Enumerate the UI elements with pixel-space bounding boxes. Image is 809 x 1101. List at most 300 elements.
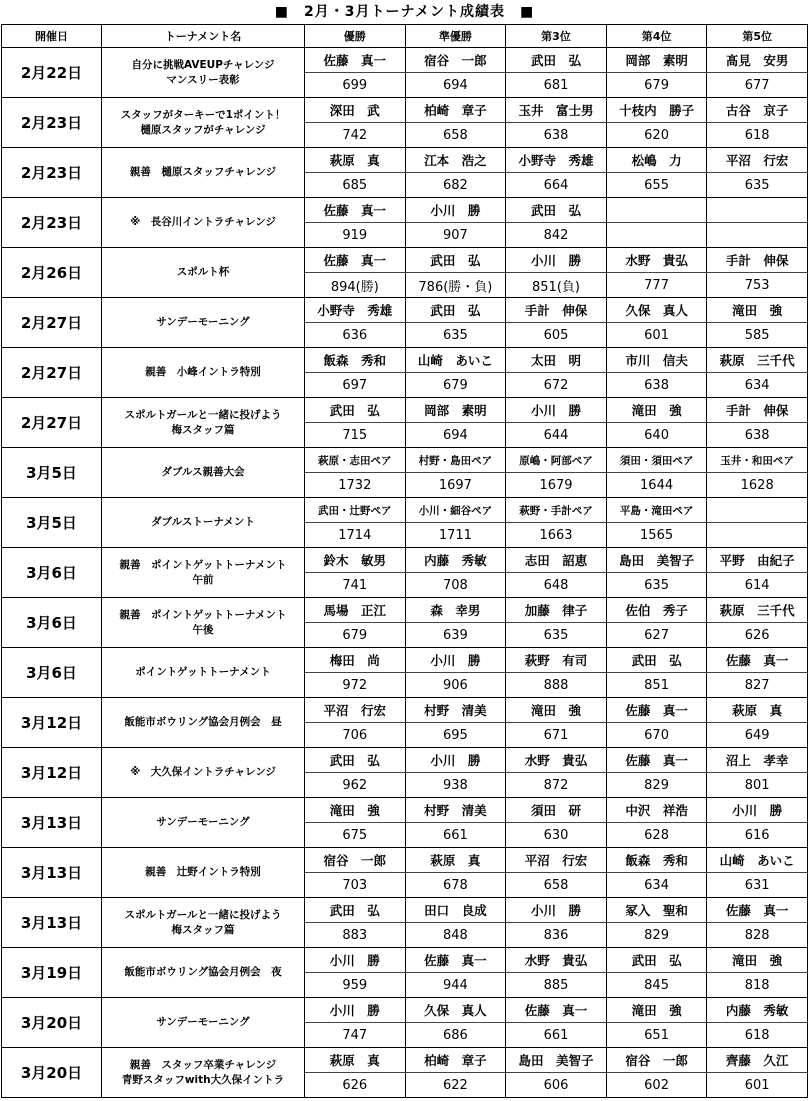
rank-1-name: 武田 弘 bbox=[305, 398, 406, 423]
rank-2-name: 田口 良成 bbox=[405, 898, 506, 923]
rank-3-name: 小川 勝 bbox=[506, 248, 607, 273]
rank-1-name: 佐藤 真一 bbox=[305, 48, 406, 73]
tournament-name-line: 梅スタッフ篇 bbox=[171, 423, 235, 436]
tournament-name bbox=[102, 248, 305, 298]
rank-3-name: 手計 伸保 bbox=[506, 298, 607, 323]
rank-5-name: 玉井・和田ペア bbox=[707, 448, 808, 473]
tournament-name bbox=[102, 548, 305, 598]
table-row bbox=[2, 498, 808, 523]
table-row bbox=[2, 148, 808, 173]
rank-2-score: 1697 bbox=[405, 473, 506, 498]
rank-2-score: 907 bbox=[405, 223, 506, 248]
rank-5-name: 髙見 安男 bbox=[707, 48, 808, 73]
rank-1-name: 武田・辻野ペア bbox=[305, 498, 406, 523]
rank-4-score: 1565 bbox=[606, 523, 707, 548]
tournament-name-line: 親善 ポイントゲットトーナメント bbox=[119, 558, 287, 571]
event-date: 3月6日 bbox=[2, 548, 102, 598]
event-date: 2月27日 bbox=[2, 298, 102, 348]
tournament-name bbox=[102, 748, 305, 798]
tournament-name-line: ポイントゲットトーナメント bbox=[135, 666, 271, 678]
tournament-name-line: 飯能市ボウリング協会月例会 夜 bbox=[124, 966, 282, 978]
rank-4-name: 佐伯 秀子 bbox=[606, 598, 707, 623]
rank-3-name: 萩野・手計ペア bbox=[506, 498, 607, 523]
rank-1-name: 小川 勝 bbox=[305, 998, 406, 1023]
tournament-name-line: 樋原スタッフがチャレンジ bbox=[140, 123, 266, 136]
rank-4-score: 620 bbox=[606, 123, 707, 148]
rank-2-name: 小川・細谷ペア bbox=[405, 498, 506, 523]
table-row bbox=[2, 748, 808, 773]
rank-5-score: 677 bbox=[707, 73, 808, 98]
rank-4-score: 679 bbox=[606, 73, 707, 98]
event-date: 3月5日 bbox=[2, 498, 102, 548]
tournament-name bbox=[102, 848, 305, 898]
rank-5-score: 801 bbox=[707, 773, 808, 798]
rank-2-score: 622 bbox=[405, 1073, 506, 1098]
rank-1-score: 636 bbox=[305, 323, 406, 348]
rank-1-score: 972 bbox=[305, 673, 406, 698]
tournament-name-line: サンデーモーニング bbox=[156, 316, 250, 328]
rank-1-name: 宿谷 一郎 bbox=[305, 848, 406, 873]
table-row bbox=[2, 698, 808, 723]
event-date: 3月12日 bbox=[2, 698, 102, 748]
rank-3-name: 平沼 行宏 bbox=[506, 848, 607, 873]
tournament-name bbox=[102, 498, 305, 548]
rank-1-score: 742 bbox=[305, 123, 406, 148]
rank-4-name: 久保 真人 bbox=[606, 298, 707, 323]
rank-2-score: 694 bbox=[405, 73, 506, 98]
rank-1-name: 佐藤 真一 bbox=[305, 198, 406, 223]
rank-3-name: 武田 弘 bbox=[506, 198, 607, 223]
rank-3-score: 888 bbox=[506, 673, 607, 698]
rank-3-score: 644 bbox=[506, 423, 607, 448]
rank-4-score: 777 bbox=[606, 273, 707, 298]
header-5th: 第5位 bbox=[707, 25, 808, 48]
rank-1-score: 706 bbox=[305, 723, 406, 748]
rank-4-name bbox=[606, 198, 707, 223]
rank-5-score: 618 bbox=[707, 123, 808, 148]
rank-4-score: 670 bbox=[606, 723, 707, 748]
rank-2-name: 森 幸男 bbox=[405, 598, 506, 623]
tournament-name-line: 親善 ポイントゲットトーナメント bbox=[119, 608, 287, 621]
tournament-name-line: サンデーモーニング bbox=[156, 816, 250, 828]
rank-2-name: 村野・島田ペア bbox=[405, 448, 506, 473]
rank-2-score: 679 bbox=[405, 373, 506, 398]
rank-2-name: 萩原 真 bbox=[405, 848, 506, 873]
rank-4-name: 十枝内 勝子 bbox=[606, 98, 707, 123]
table-row bbox=[2, 348, 808, 373]
table-row bbox=[2, 1048, 808, 1073]
rank-1-score: 699 bbox=[305, 73, 406, 98]
header-2nd: 準優勝 bbox=[405, 25, 506, 48]
event-date: 3月13日 bbox=[2, 898, 102, 948]
rank-1-score: 962 bbox=[305, 773, 406, 798]
tournament-name bbox=[102, 198, 305, 248]
rank-4-name: 松嶋 力 bbox=[606, 148, 707, 173]
rank-3-name: 水野 貴弘 bbox=[506, 948, 607, 973]
event-date: 2月22日 bbox=[2, 48, 102, 98]
rank-4-score: 602 bbox=[606, 1073, 707, 1098]
rank-4-score: 634 bbox=[606, 873, 707, 898]
rank-1-name: 武田 弘 bbox=[305, 748, 406, 773]
rank-5-name: 滝田 強 bbox=[707, 948, 808, 973]
rank-2-name: 村野 清美 bbox=[405, 798, 506, 823]
rank-4-score: 1644 bbox=[606, 473, 707, 498]
rank-2-score: 938 bbox=[405, 773, 506, 798]
rank-4-score: 829 bbox=[606, 773, 707, 798]
rank-5-name: 沼上 孝幸 bbox=[707, 748, 808, 773]
rank-4-score: 640 bbox=[606, 423, 707, 448]
rank-5-score: 626 bbox=[707, 623, 808, 648]
event-date: 3月12日 bbox=[2, 748, 102, 798]
tournament-name-line: 親善 辻野イントラ特別 bbox=[145, 866, 261, 878]
tournament-name bbox=[102, 148, 305, 198]
tournament-name-line: 親善 樋原スタッフチャレンジ bbox=[129, 166, 277, 178]
rank-1-score: 1732 bbox=[305, 473, 406, 498]
rank-3-name: 萩野 有司 bbox=[506, 648, 607, 673]
rank-4-score: 651 bbox=[606, 1023, 707, 1048]
rank-2-name: 岡部 素明 bbox=[405, 398, 506, 423]
rank-2-name: 小川 勝 bbox=[405, 748, 506, 773]
rank-5-name: 平野 由紀子 bbox=[707, 548, 808, 573]
table-row bbox=[2, 48, 808, 73]
rank-5-name bbox=[707, 498, 808, 523]
rank-4-score: 635 bbox=[606, 573, 707, 598]
rank-2-score: 635 bbox=[405, 323, 506, 348]
rank-4-name: 滝田 強 bbox=[606, 998, 707, 1023]
tournament-name-line: ※ 長谷川イントラチャレンジ bbox=[130, 216, 276, 228]
rank-4-name: 須田・須田ペア bbox=[606, 448, 707, 473]
rank-3-score: 1679 bbox=[506, 473, 607, 498]
rank-1-name: 小野寺 秀雄 bbox=[305, 298, 406, 323]
results-body bbox=[2, 48, 808, 1098]
rank-4-name: 平島・滝田ペア bbox=[606, 498, 707, 523]
table-row bbox=[2, 198, 808, 223]
rank-4-name: 佐藤 真一 bbox=[606, 748, 707, 773]
rank-2-score: 708 bbox=[405, 573, 506, 598]
tournament-name-line: 午前 bbox=[192, 573, 214, 586]
rank-1-score: 959 bbox=[305, 973, 406, 998]
rank-3-name: 加藤 律子 bbox=[506, 598, 607, 623]
rank-1-name: 佐藤 真一 bbox=[305, 248, 406, 273]
rank-4-name: 武田 弘 bbox=[606, 948, 707, 973]
rank-2-name: 柏崎 章子 bbox=[405, 1048, 506, 1073]
rank-3-name: 須田 研 bbox=[506, 798, 607, 823]
header-row bbox=[2, 25, 808, 48]
rank-2-name: 久保 真人 bbox=[405, 998, 506, 1023]
rank-3-score: 658 bbox=[506, 873, 607, 898]
table-row bbox=[2, 398, 808, 423]
rank-5-score bbox=[707, 523, 808, 548]
rank-1-name: 馬場 正江 bbox=[305, 598, 406, 623]
rank-5-score bbox=[707, 223, 808, 248]
rank-2-name: 宿谷 一郎 bbox=[405, 48, 506, 73]
rank-5-score: 753 bbox=[707, 273, 808, 298]
event-date: 3月5日 bbox=[2, 448, 102, 498]
rank-3-name: 佐藤 真一 bbox=[506, 998, 607, 1023]
rank-1-name: 萩原 真 bbox=[305, 1048, 406, 1073]
rank-2-name: 内藤 秀敏 bbox=[405, 548, 506, 573]
rank-3-name: 玉井 富士男 bbox=[506, 98, 607, 123]
tournament-name-line: 飯能市ボウリング協会月例会 昼 bbox=[124, 716, 282, 728]
rank-4-score: 627 bbox=[606, 623, 707, 648]
rank-5-name: 手計 伸保 bbox=[707, 248, 808, 273]
table-row bbox=[2, 948, 808, 973]
rank-5-score: 631 bbox=[707, 873, 808, 898]
tournament-name bbox=[102, 1048, 305, 1098]
rank-5-score: 1628 bbox=[707, 473, 808, 498]
rank-4-name: 佐藤 真一 bbox=[606, 698, 707, 723]
event-date: 3月19日 bbox=[2, 948, 102, 998]
rank-1-score: 1714 bbox=[305, 523, 406, 548]
rank-3-score: 635 bbox=[506, 623, 607, 648]
rank-2-name: 小川 勝 bbox=[405, 648, 506, 673]
tournament-name-line: 梅スタッフ篇 bbox=[171, 923, 235, 936]
rank-5-score: 614 bbox=[707, 573, 808, 598]
rank-2-score: 906 bbox=[405, 673, 506, 698]
rank-5-name: 滝田 強 bbox=[707, 298, 808, 323]
tournament-name-line: ダブルストーナメント bbox=[151, 516, 255, 528]
event-date: 2月23日 bbox=[2, 98, 102, 148]
rank-3-name: 滝田 強 bbox=[506, 698, 607, 723]
rank-5-score: 585 bbox=[707, 323, 808, 348]
table-row bbox=[2, 648, 808, 673]
rank-1-score: 747 bbox=[305, 1023, 406, 1048]
rank-5-name: 山崎 あいこ bbox=[707, 848, 808, 873]
rank-5-score: 616 bbox=[707, 823, 808, 848]
rank-5-score: 818 bbox=[707, 973, 808, 998]
rank-4-score: 628 bbox=[606, 823, 707, 848]
rank-1-score: 697 bbox=[305, 373, 406, 398]
table-row bbox=[2, 898, 808, 923]
rank-5-score: 634 bbox=[707, 373, 808, 398]
rank-1-score: 883 bbox=[305, 923, 406, 948]
rank-2-name: 柏崎 章子 bbox=[405, 98, 506, 123]
rank-3-score: 630 bbox=[506, 823, 607, 848]
table-row bbox=[2, 548, 808, 573]
header-tournament: トーナメント名 bbox=[102, 25, 305, 48]
event-date: 3月6日 bbox=[2, 648, 102, 698]
rank-5-score: 649 bbox=[707, 723, 808, 748]
rank-2-score: 695 bbox=[405, 723, 506, 748]
rank-3-name: 島田 美智子 bbox=[506, 1048, 607, 1073]
tournament-name-line: 青野スタッフwith大久保イントラ bbox=[121, 1073, 285, 1086]
rank-2-name: 武田 弘 bbox=[405, 248, 506, 273]
tournament-name-line: ダブルス親善大会 bbox=[161, 466, 245, 478]
tournament-name bbox=[102, 798, 305, 848]
rank-1-score: 685 bbox=[305, 173, 406, 198]
rank-1-score: 894(勝) bbox=[305, 273, 406, 298]
rank-3-score: 836 bbox=[506, 923, 607, 948]
event-date: 2月27日 bbox=[2, 398, 102, 448]
rank-5-score: 601 bbox=[707, 1073, 808, 1098]
rank-4-score: 638 bbox=[606, 373, 707, 398]
tournament-name bbox=[102, 598, 305, 648]
table-row bbox=[2, 848, 808, 873]
rank-3-name: 志田 詔恵 bbox=[506, 548, 607, 573]
rank-3-score: 664 bbox=[506, 173, 607, 198]
rank-3-score: 842 bbox=[506, 223, 607, 248]
rank-5-score: 635 bbox=[707, 173, 808, 198]
rank-2-score: 661 bbox=[405, 823, 506, 848]
rank-3-score: 872 bbox=[506, 773, 607, 798]
rank-3-score: 885 bbox=[506, 973, 607, 998]
tournament-name bbox=[102, 698, 305, 748]
results-table bbox=[1, 24, 808, 1098]
rank-4-score: 829 bbox=[606, 923, 707, 948]
rank-1-name: 平沼 行宏 bbox=[305, 698, 406, 723]
tournament-name bbox=[102, 898, 305, 948]
rank-1-name: 萩原・志田ペア bbox=[305, 448, 406, 473]
rank-4-score bbox=[606, 223, 707, 248]
rank-1-name: 武田 弘 bbox=[305, 898, 406, 923]
rank-2-name: 佐藤 真一 bbox=[405, 948, 506, 973]
rank-5-score: 618 bbox=[707, 1023, 808, 1048]
tournament-name bbox=[102, 648, 305, 698]
tournament-name-line: ※ 大久保イントラチャレンジ bbox=[130, 766, 276, 778]
rank-5-name: 小川 勝 bbox=[707, 798, 808, 823]
tournament-name-line: サンデーモーニング bbox=[156, 1016, 250, 1028]
table-row bbox=[2, 598, 808, 623]
rank-5-name: 齊藤 久江 bbox=[707, 1048, 808, 1073]
rank-3-name: 武田 弘 bbox=[506, 48, 607, 73]
tournament-name bbox=[102, 948, 305, 998]
rank-3-score: 1663 bbox=[506, 523, 607, 548]
rank-2-score: 1711 bbox=[405, 523, 506, 548]
rank-1-name: 梅田 尚 bbox=[305, 648, 406, 673]
page-title: ■ 2月・3月トーナメント成績表 ■ bbox=[274, 4, 535, 20]
rank-2-name: 武田 弘 bbox=[405, 298, 506, 323]
rank-1-name: 飯森 秀和 bbox=[305, 348, 406, 373]
rank-4-name: 島田 美智子 bbox=[606, 548, 707, 573]
rank-4-name: 飯森 秀和 bbox=[606, 848, 707, 873]
rank-3-name: 太田 明 bbox=[506, 348, 607, 373]
rank-1-name: 萩原 真 bbox=[305, 148, 406, 173]
tournament-name-line: 親善 スタッフ卒業チャレンジ bbox=[129, 1058, 277, 1071]
rank-1-name: 深田 武 bbox=[305, 98, 406, 123]
rank-5-name: 平沼 行宏 bbox=[707, 148, 808, 173]
rank-1-name: 鈴木 敏男 bbox=[305, 548, 406, 573]
rank-5-name: 萩原 三千代 bbox=[707, 598, 808, 623]
table-row bbox=[2, 448, 808, 473]
rank-1-score: 919 bbox=[305, 223, 406, 248]
tournament-name-line: スポルトガールと一緒に投げよう bbox=[124, 408, 282, 421]
rank-1-score: 626 bbox=[305, 1073, 406, 1098]
rank-1-score: 675 bbox=[305, 823, 406, 848]
rank-2-score: 678 bbox=[405, 873, 506, 898]
tournament-name bbox=[102, 998, 305, 1048]
rank-2-name: 小川 勝 bbox=[405, 198, 506, 223]
header-3rd: 第3位 bbox=[506, 25, 607, 48]
rank-3-score: 638 bbox=[506, 123, 607, 148]
rank-3-name: 小野寺 秀雄 bbox=[506, 148, 607, 173]
rank-2-score: 694 bbox=[405, 423, 506, 448]
event-date: 3月13日 bbox=[2, 848, 102, 898]
tournament-name-line: 自分に挑戦AVEUPチャレンジ bbox=[131, 58, 275, 71]
rank-5-name: 佐藤 真一 bbox=[707, 648, 808, 673]
rank-4-score: 655 bbox=[606, 173, 707, 198]
event-date: 2月26日 bbox=[2, 248, 102, 298]
rank-3-name: 水野 貴弘 bbox=[506, 748, 607, 773]
rank-5-score: 638 bbox=[707, 423, 808, 448]
rank-5-score: 827 bbox=[707, 673, 808, 698]
tournament-name bbox=[102, 348, 305, 398]
table-row bbox=[2, 798, 808, 823]
rank-3-score: 671 bbox=[506, 723, 607, 748]
rank-2-score: 848 bbox=[405, 923, 506, 948]
tournament-name bbox=[102, 448, 305, 498]
rank-3-name: 原嶋・阿部ペア bbox=[506, 448, 607, 473]
rank-4-score: 851 bbox=[606, 673, 707, 698]
event-date: 3月13日 bbox=[2, 798, 102, 848]
event-date: 3月20日 bbox=[2, 998, 102, 1048]
rank-2-name: 山崎 あいこ bbox=[405, 348, 506, 373]
event-date: 3月20日 bbox=[2, 1048, 102, 1098]
rank-3-score: 605 bbox=[506, 323, 607, 348]
tournament-name bbox=[102, 398, 305, 448]
rank-1-name: 滝田 強 bbox=[305, 798, 406, 823]
rank-4-name: 冢入 聖和 bbox=[606, 898, 707, 923]
rank-1-score: 679 bbox=[305, 623, 406, 648]
rank-3-name: 小川 勝 bbox=[506, 898, 607, 923]
rank-5-score: 828 bbox=[707, 923, 808, 948]
rank-1-name: 小川 勝 bbox=[305, 948, 406, 973]
tournament-name-line: 午後 bbox=[192, 623, 214, 636]
rank-2-score: 944 bbox=[405, 973, 506, 998]
event-date: 2月23日 bbox=[2, 198, 102, 248]
rank-4-name: 岡部 素明 bbox=[606, 48, 707, 73]
rank-5-name: 古谷 京子 bbox=[707, 98, 808, 123]
tournament-name-line: マンスリー表彰 bbox=[166, 73, 240, 86]
rank-2-score: 686 bbox=[405, 1023, 506, 1048]
header-1st: 優勝 bbox=[305, 25, 406, 48]
rank-4-score: 845 bbox=[606, 973, 707, 998]
tournament-name bbox=[102, 48, 305, 98]
rank-3-score: 661 bbox=[506, 1023, 607, 1048]
table-row bbox=[2, 248, 808, 273]
rank-3-score: 648 bbox=[506, 573, 607, 598]
rank-5-name: 萩原 三千代 bbox=[707, 348, 808, 373]
header-4th: 第4位 bbox=[606, 25, 707, 48]
event-date: 2月23日 bbox=[2, 148, 102, 198]
tournament-name bbox=[102, 98, 305, 148]
header-date: 開催日 bbox=[2, 25, 102, 48]
rank-4-name: 武田 弘 bbox=[606, 648, 707, 673]
rank-4-name: 宿谷 一郎 bbox=[606, 1048, 707, 1073]
rank-2-score: 786(勝・負) bbox=[405, 273, 506, 298]
rank-5-name: 佐藤 真一 bbox=[707, 898, 808, 923]
table-row bbox=[2, 98, 808, 123]
tournament-name-line: スポルトガールと一緒に投げよう bbox=[124, 908, 282, 921]
tournament-name-line: スポルト杯 bbox=[176, 266, 230, 278]
rank-3-score: 681 bbox=[506, 73, 607, 98]
rank-2-score: 639 bbox=[405, 623, 506, 648]
rank-2-name: 江本 浩之 bbox=[405, 148, 506, 173]
table-row bbox=[2, 998, 808, 1023]
rank-5-name: 萩原 真 bbox=[707, 698, 808, 723]
rank-3-score: 606 bbox=[506, 1073, 607, 1098]
rank-2-score: 658 bbox=[405, 123, 506, 148]
rank-4-name: 滝田 強 bbox=[606, 398, 707, 423]
tournament-name-line: 親善 小峰イントラ特別 bbox=[145, 366, 261, 378]
rank-3-score: 851(負) bbox=[506, 273, 607, 298]
rank-1-score: 715 bbox=[305, 423, 406, 448]
rank-3-score: 672 bbox=[506, 373, 607, 398]
rank-4-name: 水野 貴弘 bbox=[606, 248, 707, 273]
rank-5-name: 内藤 秀敏 bbox=[707, 998, 808, 1023]
rank-2-name: 村野 清美 bbox=[405, 698, 506, 723]
event-date: 2月27日 bbox=[2, 348, 102, 398]
rank-2-score: 682 bbox=[405, 173, 506, 198]
